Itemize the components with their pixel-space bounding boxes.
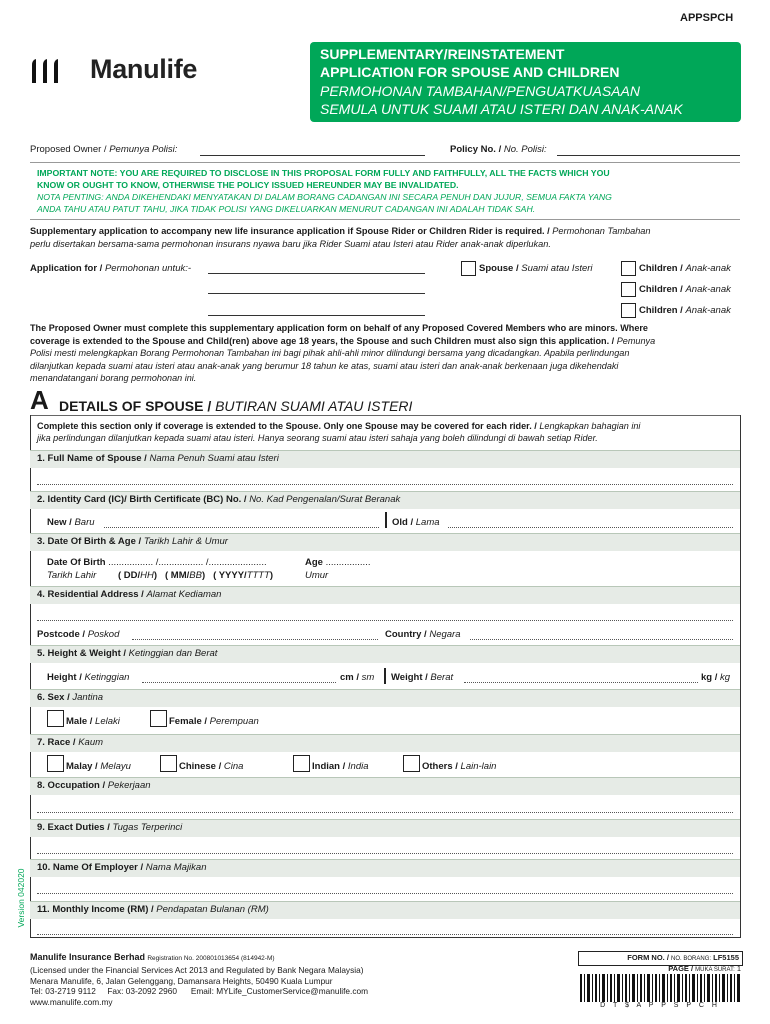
policy-label: Policy No. / No. Polisi: [450, 144, 547, 155]
female-checkbox[interactable] [150, 710, 167, 727]
indian-checkbox[interactable] [293, 755, 310, 772]
form-no-box: FORM NO. / NO. BORANG: LF5155 [578, 951, 743, 966]
application-name-2[interactable] [208, 293, 425, 294]
important-en-1: IMPORTANT NOTE: YOU ARE REQUIRED TO DISCLOSE IN THIS PROPOSAL FORM FULLY AND FAITHFULLY, ALL THE FACTS WHICH YOU [37, 168, 610, 178]
q11-row: 11. Monthly Income (RM) / Pendapatan Bulanan (RM) [30, 901, 740, 919]
owner-note: The Proposed Owner must complete this supplementary application form on behalf of any Proposed Covered Members who are minors. Where coverage is extended to the Spouse and Child(ren) above age 18 years, the Spouse and such Children must also sign this application. / Pemunya Polisi mesti melengkapkan Borang Permohonan Tambahan ini bagi pihak ahli-ahli minor dilindungi bersama yang dicadangkan. Apabila perlindungan dilanjutkan kepada suami atau isteri atau anak-anak yang berumur 18 tahun ke atas, suami atau isteri dan anak-anak berkenaan juga dikehendaki menandatangani borang permohonan ini. [30, 323, 656, 383]
children-label-2: Children / Anak-anak [639, 284, 731, 295]
version-label: Version 042020 [16, 868, 26, 928]
children-checkbox-3[interactable] [621, 303, 636, 318]
title-en-2: APPLICATION FOR SPOUSE AND CHILDREN [320, 64, 620, 80]
male-checkbox[interactable] [47, 710, 64, 727]
postcode-label: Postcode / Poskod [37, 629, 120, 640]
ic-divider [385, 512, 387, 528]
policy-input[interactable] [557, 155, 740, 156]
height-label: Height / Ketinggian [47, 672, 130, 683]
children-checkbox-1[interactable] [621, 261, 636, 276]
age-label: Age ................. [305, 557, 371, 568]
others-checkbox[interactable] [403, 755, 420, 772]
barcode-text: D T $ A P P S P C H [600, 1002, 720, 1009]
q8-row: 8. Occupation / Pekerjaan [30, 777, 740, 795]
q6-row: 6. Sex / Jantina [30, 689, 740, 707]
weight-label: Weight / Berat [391, 672, 454, 683]
q4-row: 4. Residential Address / Alamat Kediaman [30, 586, 740, 604]
owner-label: Proposed Owner / Pemunya Polisi: [30, 144, 178, 155]
form-code: APPSPCH [680, 12, 734, 24]
children-checkbox-2[interactable] [621, 282, 636, 297]
supp-note-line1: Supplementary application to accompany new life insurance application if Spouse Rider or Children Rider is required. / Permohonan Tambahan [30, 226, 651, 236]
section-a-title: DETAILS OF SPOUSE / BUTIRAN SUAMI ATAU ISTERI [59, 398, 413, 414]
children-label-1: Children / Anak-anak [639, 263, 731, 274]
title-en-1: SUPPLEMENTARY/REINSTATEMENT [320, 46, 565, 62]
old-ic-label: Old / Lama [392, 517, 440, 528]
important-ms-2: ANDA TAHU ATAU PATUT TAHU, JIKA TIDAK POLISI YANG DIKELUARKAN MENURUT CADANGAN INI ADALAH TIDAK SAH. [37, 204, 536, 214]
q9-row: 9. Exact Duties / Tugas Terperinci [30, 819, 740, 837]
weight-unit: kg / kg [701, 672, 731, 683]
malay-label: Malay / Melayu [66, 761, 131, 772]
q1-row: 1. Full Name of Spouse / Nama Penuh Suami atau Isteri [30, 450, 740, 468]
page-label: PAGE / MUKA SURAT: 1 [668, 964, 741, 973]
male-label: Male / Lelaki [66, 716, 120, 727]
income-input[interactable] [37, 934, 733, 935]
section-a-rule [30, 415, 740, 416]
children-label-3: Children / Anak-anak [639, 305, 731, 316]
application-name-1[interactable] [208, 273, 425, 274]
title-banner [310, 42, 741, 122]
spouse-label: Spouse / Suami atau Isteri [479, 263, 593, 274]
height-unit: cm / sm [340, 672, 375, 683]
duties-input[interactable] [37, 853, 733, 854]
hw-divider [384, 668, 386, 684]
full-name-input[interactable] [37, 484, 733, 485]
q7-row: 7. Race / Kaum [30, 734, 740, 752]
dob-format: ( DD/HH) ( MM/BB) ( YYYY/TTTT) [118, 570, 274, 581]
weight-input[interactable] [464, 682, 698, 683]
dob-ms-label: Tarikh Lahir [47, 570, 97, 581]
indian-label: Indian / India [312, 761, 369, 772]
spouse-checkbox[interactable] [461, 261, 476, 276]
country-label: Country / Negara [385, 629, 461, 640]
section-frame-bottom [30, 937, 741, 938]
section-frame-right [740, 415, 741, 937]
others-label: Others / Lain-lain [422, 761, 497, 772]
occupation-input[interactable] [37, 812, 733, 813]
q5-row: 5. Height & Weight / Ketinggian dan Berat [30, 645, 740, 663]
application-for-label: Application for / Permohonan untuk:- [30, 263, 192, 274]
chinese-label: Chinese / Cina [179, 761, 244, 772]
important-en-2: KNOW OR OUGHT TO KNOW, OTHERWISE THE POLICY ISSUED HEREUNDER MAY BE INVALIDATED. [37, 180, 459, 190]
new-ic-label: New / Baru [47, 517, 95, 528]
dob-label: Date Of Birth ................. /................. /...................... [47, 557, 267, 568]
country-input[interactable] [470, 639, 733, 640]
age-ms-label: Umur [305, 570, 329, 581]
footer-company-block: Manulife Insurance Berhad Registration No. 200801013654 (814942-M) (Licensed under the Financial Services Act 2013 and Regulated by Bank Negara Malaysia) Menara Manulife, 6, Jalan Gelenggang, Damansara Heights, 50490 Kuala Lumpur Tel: 03-2719 9112 Fax: 03-2092 2960 Email: MYLife_CustomerService@manulife.com www.manulife.com.my [30, 952, 369, 1008]
section-a-intro: Complete this section only if coverage is extended to the Spouse. Only one Spouse may be covered for each rider. / Lengkapkan bahagian ini jika perlindungan dilanjutkan kepada suami atau isteri. Hanya seorang suami atau isteri sahaja yang boleh dilindungi di bawah setiap Rider. [37, 421, 641, 443]
manulife-logo [30, 55, 230, 87]
application-name-3[interactable] [208, 315, 425, 316]
old-ic-input[interactable] [448, 527, 733, 528]
postcode-input[interactable] [132, 639, 378, 640]
address-input[interactable] [37, 620, 733, 621]
brand-name: Manulife [90, 54, 198, 84]
section-letter: A [30, 385, 49, 415]
manulife-m-icon [30, 57, 64, 85]
barcode [580, 974, 740, 1010]
barcode-graphic [580, 974, 740, 1002]
title-ms-2: SEMULA UNTUK SUAMI ATAU ISTERI DAN ANAK-ANAK [320, 101, 683, 117]
height-input[interactable] [142, 682, 336, 683]
female-label: Female / Perempuan [169, 716, 259, 727]
employer-input[interactable] [37, 893, 733, 894]
supp-note-line2: perlu disertakan bersama-sama permohonan insurans nyawa baru jika Rider Suami atau Isteri atau Rider anak-anak diperlukan. [30, 239, 551, 249]
malay-checkbox[interactable] [47, 755, 64, 772]
title-ms-1: PERMOHONAN TAMBAHAN/PENGUATKUASAAN [320, 83, 640, 99]
owner-input[interactable] [200, 155, 425, 156]
q3-row: 3. Date Of Birth & Age / Tarikh Lahir & Umur [30, 533, 740, 551]
q10-row: 10. Name Of Employer / Nama Majikan [30, 859, 740, 877]
important-note [30, 162, 740, 220]
new-ic-input[interactable] [104, 527, 379, 528]
important-ms-1: NOTA PENTING: ANDA DIKEHENDAKI MENYATAKAN DI DALAM BORANG CADANGAN INI SECARA PENUH DAN JUJUR, SEMUA FAKTA YANG [37, 192, 612, 202]
q2-row: 2. Identity Card (IC)/ Birth Certificate (BC) No. / No. Kad Pengenalan/Surat Beranak [30, 491, 740, 509]
chinese-checkbox[interactable] [160, 755, 177, 772]
